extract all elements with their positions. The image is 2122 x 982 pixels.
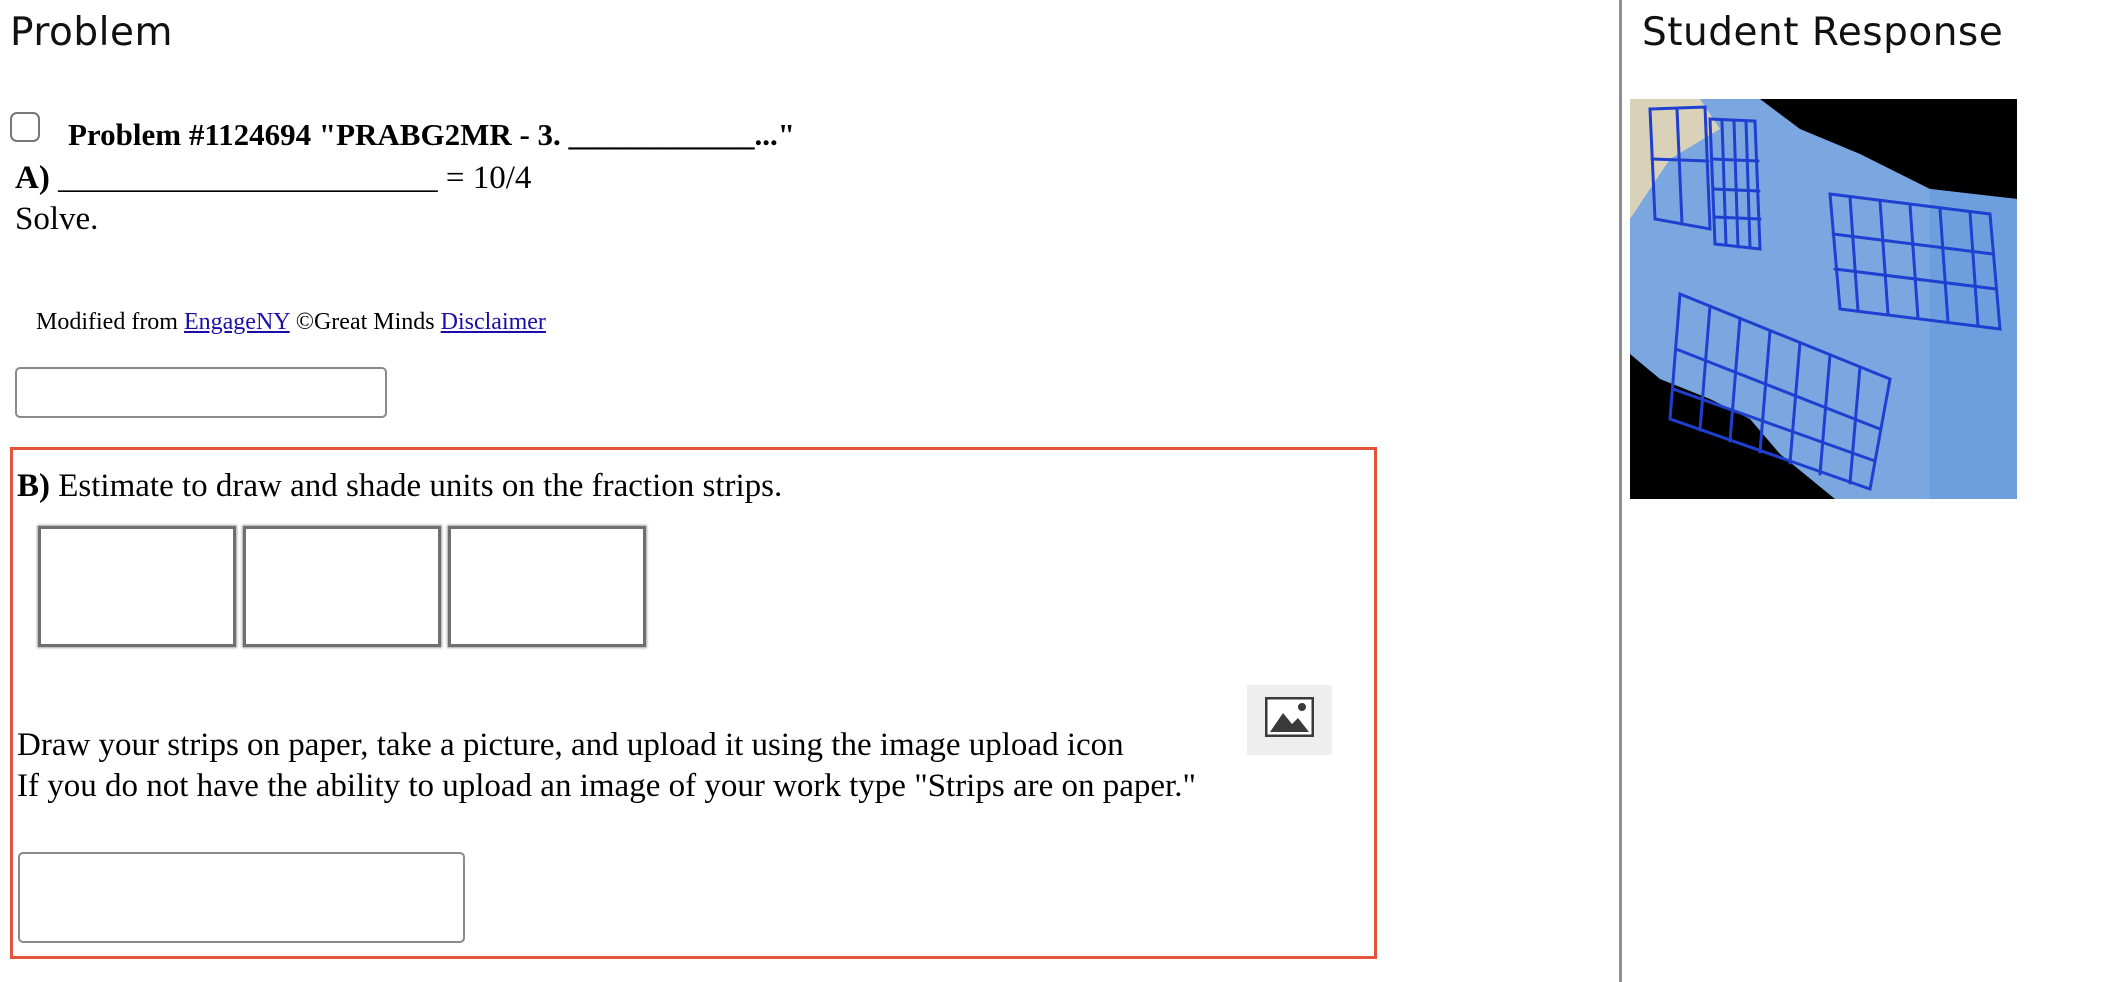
fraction-strips-image [38,526,646,647]
problem-select-checkbox[interactable] [10,112,40,142]
fraction-strip [38,526,236,647]
part-a-equation: _______________________ = 10/4 [49,160,532,196]
image-upload-icon[interactable] [1247,685,1332,755]
attribution-prefix: Modified from [36,309,184,335]
image-icon [1265,697,1314,737]
part-b-answer-textarea[interactable] [18,852,465,943]
problem-heading: Problem [10,10,173,55]
part-b-section [10,447,1377,959]
fraction-strip [243,526,441,647]
part-b-question [17,468,782,505]
student-response-photo [1630,99,2017,499]
instruction-line-1: Draw your strips on paper, take a picture, and upload it using the image upload icon [17,727,1124,763]
part-a-instruction: Solve. [15,201,99,237]
problem-title: Problem #1124694 "PRABG2MR - 3. ____________..." [68,117,796,152]
engageny-link[interactable]: EngageNY [183,309,290,335]
disclaimer-link[interactable]: Disclaimer [440,309,546,335]
part-a-label: A) [15,160,50,196]
instruction-line-2: If you do not have the ability to upload an image of your work type "Strips are on paper." [17,768,1196,804]
part-a-question [15,160,531,197]
copyright-text: ©Great Minds [289,309,441,335]
attribution [36,309,546,336]
part-b-label: B) [17,468,50,504]
student-response-heading: Student Response [1642,10,2004,55]
part-a-answer-input[interactable] [15,367,387,418]
part-b-prompt-text: Estimate to draw and shade units on the fraction strips. [50,468,783,504]
part-b-instructions [17,725,1196,807]
fraction-strip [448,526,646,647]
student-response-pane [1622,0,2122,982]
